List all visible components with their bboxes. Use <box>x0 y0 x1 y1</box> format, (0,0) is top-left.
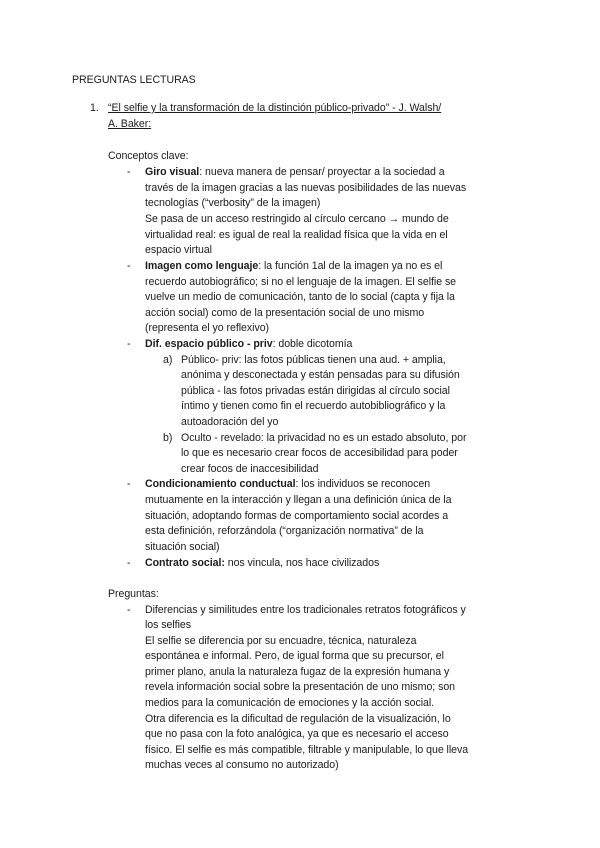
bullet-dash: - <box>127 604 131 616</box>
sublist-text: crear focos de inaccesibilidad <box>181 463 319 475</box>
answer-text: Otra diferencia es la dificultad de regulación de la visualización, lo <box>145 713 451 725</box>
concept-text: mutuamente en la interacción y llegan a una definición única de la <box>145 494 452 506</box>
concept-text: situación social) <box>145 541 220 553</box>
answer-text: espontánea e informal. Pero, de igual forma que su precursor, el <box>145 650 444 662</box>
answer-text: físico. El selfie es más compatible, filtrable y manipulable, lo que lleva <box>145 744 469 756</box>
sublist-marker-b: b) <box>163 432 173 444</box>
concept-term: Imagen como lenguaje <box>145 260 259 272</box>
reading-title-line-1: “El selfie y la transformación de la distinción público-privado” - J. Walsh/ <box>108 102 442 114</box>
answer-text: revela información social sobre la presentación de uno mismo; son <box>145 681 456 693</box>
concept-text: tecnologías (“verbosity” de la imagen) <box>145 197 321 209</box>
item-number: 1. <box>90 102 99 114</box>
concept-text: : nueva manera de pensar/ proyectar a la sociedad a <box>199 166 445 178</box>
concept-text: recuerdo autobiográfico; si no el lenguaje de la imagen. El selfie se <box>145 276 457 288</box>
concept-term: Dif. espacio público - priv <box>145 338 273 350</box>
bullet-dash: - <box>127 557 131 569</box>
document-title: PREGUNTAS LECTURAS <box>72 74 196 86</box>
bullet-dash: - <box>127 166 131 178</box>
concept-term: Condicionamiento conductual <box>145 478 296 490</box>
questions-heading: Preguntas: <box>108 588 159 600</box>
concept-text: : doble dicotomía <box>272 338 353 350</box>
sublist-text: anónima y desconectada y están pensadas para su difusión <box>181 369 460 381</box>
concept-cond-line <box>145 477 430 493</box>
concept-text: (representa el yo reflexivo) <box>145 322 270 334</box>
answer-text: que no pasa con la foto analógica, ya que es necesario el acceso <box>145 728 449 740</box>
concept-imagen-line <box>145 259 442 275</box>
reading-title-line-2: A. Baker: <box>108 118 152 130</box>
concept-text: esta definición, reforzándola (“organización normativa” de la <box>145 525 424 537</box>
concept-text: : los individuos se reconocen <box>295 478 431 490</box>
concept-text: Se pasa de un acceso restringido al círculo cercano → mundo de <box>145 213 449 225</box>
sublist-text: Público- priv: las fotos públicas tienen una aud. + amplia, <box>181 354 446 366</box>
concept-text: nos vincula, nos hace civilizados <box>224 557 380 569</box>
concept-dif-line <box>145 337 352 353</box>
concept-term: Contrato social: <box>145 557 225 569</box>
concept-term: Giro visual <box>145 166 200 178</box>
concept-text: acción social) como de la presentación social de uno mismo <box>145 307 425 319</box>
concept-text: través de la imagen gracias a las nuevas posibilidades de las nuevas <box>145 182 467 194</box>
answer-text: El selfie se diferencia por su encuadre, técnica, naturaleza <box>145 635 417 647</box>
concept-text: situación, adoptando formas de comportamiento social acordes a <box>145 510 449 522</box>
concept-text: virtualidad real: es igual de real la realidad física que la vida en el <box>145 229 448 241</box>
concepts-heading: Conceptos clave: <box>108 150 189 162</box>
concept-text: espacio virtual <box>145 244 212 256</box>
concept-giro-line <box>145 165 445 181</box>
sublist-marker-a: a) <box>163 354 173 366</box>
sublist-text: Oculto - revelado: la privacidad no es un estado absoluto, por <box>181 432 467 444</box>
answer-text: primer plano, anula la naturaleza fugaz de la expresión humana y <box>145 666 450 678</box>
bullet-dash: - <box>127 478 131 490</box>
question-text: los selfies <box>145 619 191 631</box>
sublist-text: íntimo y tienen como fin el recuerdo autobibliográfico y la <box>181 400 446 412</box>
concept-text: : la función 1al de la imagen ya no es el <box>258 260 443 272</box>
concept-contrato-line <box>145 556 379 572</box>
answer-text: muchas veces al consumo no autorizado) <box>145 759 339 771</box>
bullet-dash: - <box>127 338 131 350</box>
sublist-text: pública - las fotos privadas están dirigidas al círculo social <box>181 385 450 397</box>
question-text: Diferencias y similitudes entre los tradicionales retratos fotográficos y <box>145 604 466 616</box>
sublist-text: lo que es necesario crear focos de accesibilidad para poder <box>181 447 458 459</box>
concept-text: vuelve un medio de comunicación, tanto de lo social (capta y fija la <box>145 291 455 303</box>
bullet-dash: - <box>127 260 131 272</box>
answer-text: medios para la comunicación de emociones y la acción social. <box>145 697 435 709</box>
sublist-text: autoadoración del yo <box>181 416 279 428</box>
